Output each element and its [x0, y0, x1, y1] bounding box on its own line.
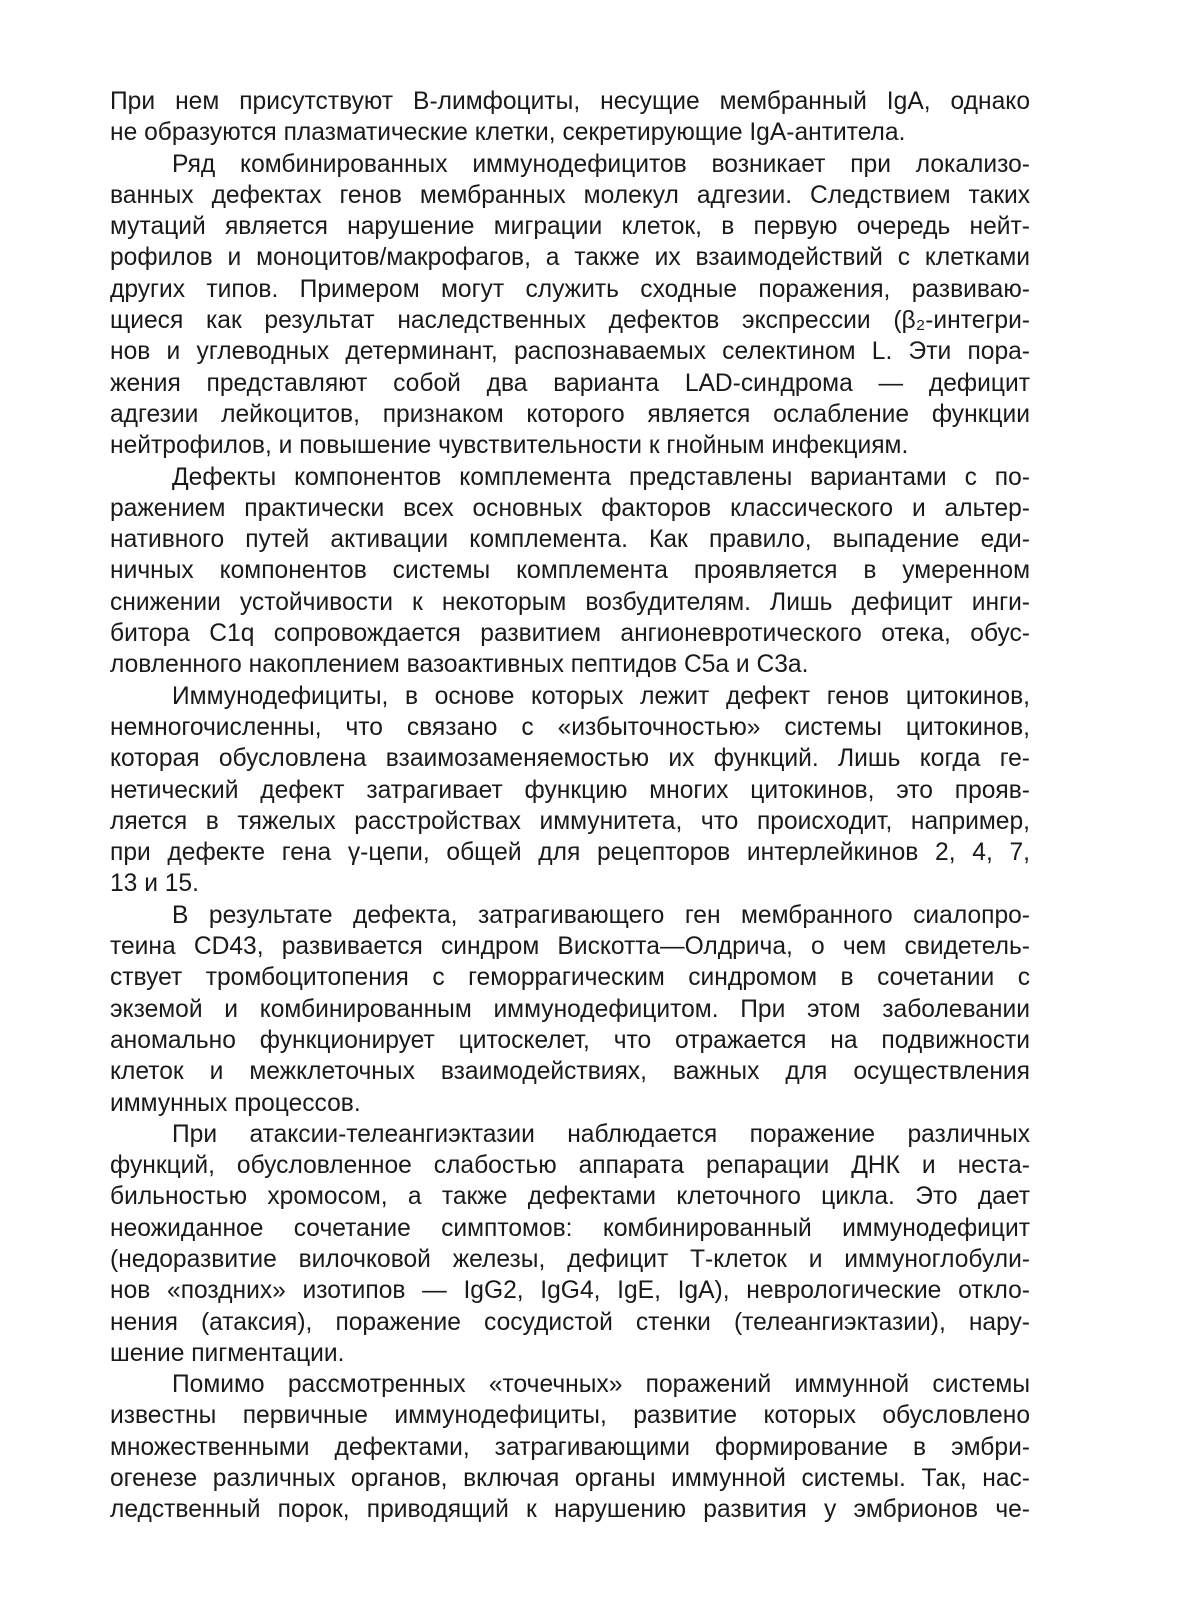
text-line: ванных дефектах генов мембранных молекул адгезии. Следствием таких — [110, 181, 1030, 209]
text-line: экземой и комбинированным иммунодефицитом. При этом заболевании — [110, 995, 1030, 1023]
text-line: Иммунодефициты, в основе которых лежит дефект генов цитокинов, — [172, 682, 1030, 710]
paragraph-4 — [110, 681, 1030, 900]
paragraph-7 — [110, 1369, 1030, 1525]
text-line: ствует тромбоцитопения с геморрагическим синдромом в сочетании с — [110, 964, 1030, 992]
paragraph-6 — [110, 1119, 1030, 1369]
text-line: нейтрофилов, и повышение чувствительности к гнойным инфекциям. — [110, 432, 909, 460]
text-line: нетический дефект затрагивает функцию многих цитокинов, это прояв- — [110, 776, 1030, 804]
text-line: рофилов и моноцитов/макрофагов, а также их взаимодействий с клетками — [110, 244, 1030, 272]
text-line: нов «поздних» изотипов — IgG2, IgG4, IgE, IgA), неврологические откло- — [110, 1277, 1030, 1305]
text-line: огенезе различных органов, включая органы иммунной системы. Так, нас- — [110, 1465, 1030, 1493]
paragraph-3 — [110, 462, 1030, 681]
paragraph-2 — [110, 149, 1030, 462]
text-line: При атаксии-телеангиэктазии наблюдается поражение различных — [172, 1120, 1030, 1148]
text-line: нативного путей активации комплемента. Как правило, выпадение еди- — [110, 526, 1030, 554]
text-line: Ряд комбинированных иммунодефицитов возникает при локализо- — [172, 150, 1030, 178]
text-line: ляется в тяжелых расстройствах иммунитета, что происходит, например, — [110, 807, 1030, 835]
text-line: ражением практически всех основных факторов классического и альтер- — [110, 494, 1030, 522]
text-line: иммунных процессов. — [110, 1089, 361, 1117]
text-line: нения (атаксия), поражение сосудистой стенки (телеангиэктазии), нару- — [110, 1308, 1030, 1336]
text-line: битора C1q сопровождается развитием ангионевротического отека, обус- — [110, 620, 1030, 648]
text-line: адгезии лейкоцитов, признаком которого является ослабление функции — [110, 400, 1030, 428]
text-line: ледственный порок, приводящий к нарушению развития у эмбрионов че- — [110, 1496, 1030, 1524]
text-line: 13 и 15. — [110, 870, 199, 898]
text-line: других типов. Примером могут служить сходные поражения, развиваю- — [110, 275, 1030, 303]
text-line: немногочисленны, что связано с «избыточностью» системы цитокинов, — [110, 713, 1030, 741]
text-line: Дефекты компонентов комплемента представлены вариантами с по- — [172, 463, 1030, 491]
text-line: функций, обусловленное слабостью аппарата репарации ДНК и неста- — [110, 1152, 1030, 1180]
text-line: множественными дефектами, затрагивающими формирование в эмбри- — [110, 1433, 1030, 1461]
page-body — [110, 86, 1030, 1526]
text-line: снижении устойчивости к некоторым возбудителям. Лишь дефицит инги- — [110, 588, 1030, 616]
text-line: жения представляют собой два варианта LAD-синдрома — дефицит — [110, 369, 1030, 397]
text-line: которая обусловлена взаимозаменяемостью их функций. Лишь когда ге- — [110, 745, 1030, 773]
text-line: не образуются плазматические клетки, секретирующие IgA-антитела. — [110, 119, 906, 147]
text-line: шение пигментации. — [110, 1339, 345, 1367]
text-line: В результате дефекта, затрагивающего ген мембранного сиалопро- — [172, 901, 1030, 929]
text-line: ловленного накоплением вазоактивных пептидов C5a и C3a. — [110, 651, 809, 679]
text-line: (недоразвитие вилочковой железы, дефицит Т-клеток и иммуноглобули- — [110, 1245, 1030, 1273]
text-line: ничных компонентов системы комплемента проявляется в умеренном — [110, 557, 1030, 585]
text-line: известны первичные иммунодефициты, развитие которых обусловлено — [110, 1402, 1030, 1430]
text-line: щиеся как результат наследственных дефектов экспрессии (β₂-интегри- — [110, 307, 1030, 335]
text-line: бильностью хромосом, а также дефектами клеточного цикла. Это дает — [110, 1183, 1030, 1211]
paragraph-1 — [110, 86, 1030, 149]
text-line: клеток и межклеточных взаимодействиях, важных для осуществления — [110, 1058, 1030, 1086]
text-line: нов и углеводных детерминант, распознаваемых селектином L. Эти пора- — [110, 338, 1030, 366]
text-line: аномально функционирует цитоскелет, что отражается на подвижности — [110, 1026, 1030, 1054]
text-line: мутаций является нарушение миграции клеток, в первую очередь нейт- — [110, 213, 1030, 241]
paragraph-5 — [110, 900, 1030, 1119]
text-line: теина CD43, развивается синдром Вискотта—Олдрича, о чем свидетель- — [110, 933, 1030, 961]
text-line: При нем присутствуют В-лимфоциты, несущие мембранный IgA, однако — [110, 88, 1030, 115]
text-line: Помимо рассмотренных «точечных» поражений иммунной системы — [172, 1371, 1030, 1399]
text-line: неожиданное сочетание симптомов: комбинированный иммунодефицит — [110, 1214, 1030, 1242]
text-line: при дефекте гена γ-цепи, общей для рецепторов интерлейкинов 2, 4, 7, — [110, 839, 1030, 867]
